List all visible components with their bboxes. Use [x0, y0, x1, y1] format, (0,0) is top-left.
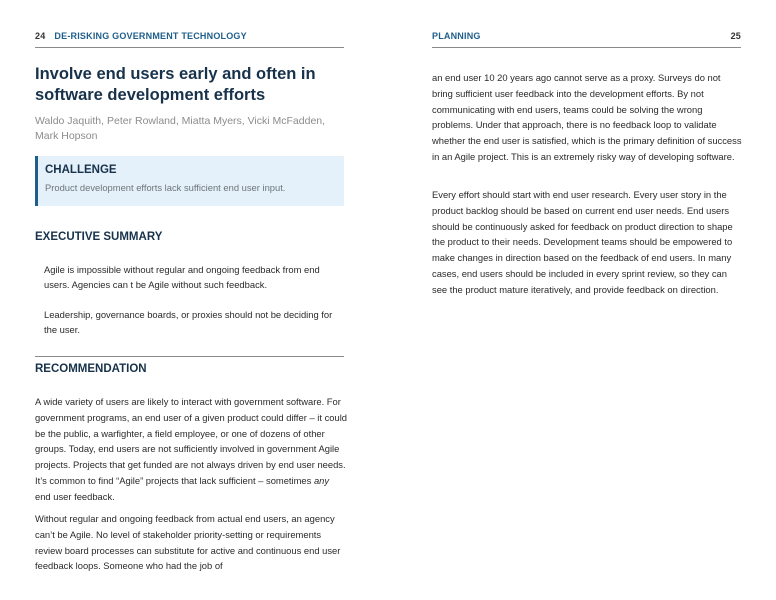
- recommendation-heading: RECOMMENDATION: [35, 363, 147, 375]
- recommendation-paragraph-2: Without regular and ongoing feedback from actual end users, an agency can’t be Agile. No level of stakeholder priority-setting or requirements review board processes can substitute for active and continuous end user feedback loops. Someone who had the job of: [35, 513, 341, 572]
- right-running-header: [432, 31, 741, 48]
- challenge-heading: CHALLENGE: [45, 164, 117, 176]
- end-user-research-paragraph: Every effort should start with end user research. Every user story in the product backlog should be based on current end user needs. End users should be continuously asked for feedback on product direction to shape the product to their needs. Development teams should be empowered to make changes in direction based on the feedback of end users. In many cases, end users should be included in every sprint review, so they can see the product mature iteratively, and provide feedback on direction.: [432, 189, 733, 295]
- summary-item: Leadership, governance boards, or proxies should not be deciding for the user.: [44, 309, 333, 335]
- left-header-text: DE-RISKING GOVERNMENT TECHNOLOGY: [54, 31, 247, 41]
- challenge-callout: [35, 156, 344, 206]
- recommendation-paragraph-1: [35, 394, 347, 505]
- article-title: Involve end users early and often in software development efforts: [35, 65, 316, 104]
- right-page-number: 25: [730, 31, 741, 41]
- section-divider: [35, 356, 344, 357]
- left-page-number: 24: [35, 31, 46, 41]
- summary-item: Agile is impossible without regular and ongoing feedback from end users. Agencies can t be Agile without such feedback.: [44, 264, 320, 290]
- article-authors: Waldo Jaquith, Peter Rowland, Miatta Myers, Vicki McFadden, Mark Hopson: [35, 115, 326, 142]
- paragraph-text: A wide variety of users are likely to interact with government software. For government programs, an end user of a given product could differ – it could be the public, a warfighter, a field employee, or one of dozens of other groups. Today, end users are not sufficiently involved in government Agile projects. Projects that get funded are not always driven by end user needs. It’s common to find “Agile” projects that lack sufficient – sometimes: [35, 396, 347, 486]
- executive-summary-heading: EXECUTIVE SUMMARY: [35, 231, 163, 243]
- right-header-text: PLANNING: [432, 31, 481, 41]
- left-running-header: [35, 31, 344, 48]
- challenge-text: Product development efforts lack sufficient end user input.: [45, 182, 286, 193]
- emphasis-text: any: [313, 474, 330, 486]
- paragraph-text: end user feedback.: [35, 490, 115, 502]
- continued-paragraph: an end user 10 20 years ago cannot serve as a proxy. Surveys do not bring sufficient user feedback into the development efforts. By not communicating with end users, teams could be solving the wrong problems. Under that approach, there is no feedback loop to validate whether the end user is satisfied, which is the primary definition of success in an Agile project. This is an extremely risky way of developing software.: [432, 72, 742, 162]
- executive-summary-list: [44, 262, 346, 352]
- right-page: [388, 0, 776, 600]
